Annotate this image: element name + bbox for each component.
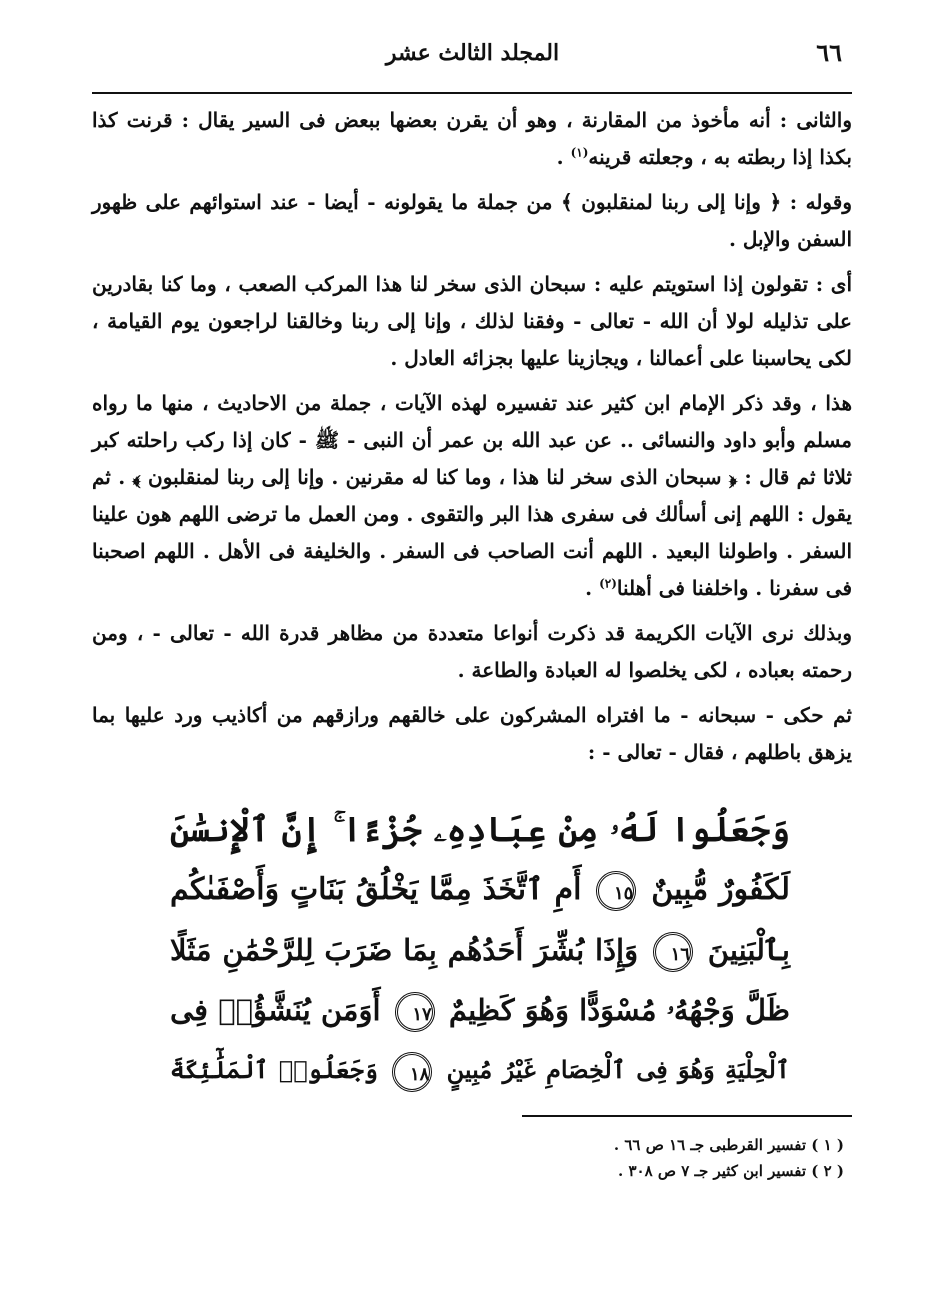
quran-line-4 bbox=[170, 980, 790, 1040]
quran-text: وَجَعَلُوا لَهُۥ مِنْ عِبَادِهِۦ جُزْءًا ۚ إِنَّ ٱلْإِنسَٰنَ bbox=[170, 810, 790, 850]
footnote-ref-1: (١) bbox=[570, 145, 589, 160]
quran-text: وَإِذَا بُشِّرَ أَحَدُهُم بِمَا ضَرَبَ لِلرَّحْمَٰنِ مَثَلًا bbox=[170, 933, 639, 967]
footnotes bbox=[444, 1132, 844, 1184]
quran-text: لَكَفُورٌ مُّبِينٌ bbox=[651, 872, 791, 907]
quran-text: ظَلَّ وَجْهُهُۥ مُسْوَدًّا وَهُوَ كَظِيمٌ bbox=[448, 993, 790, 1027]
footnote-2: ( ٢ ) تفسير ابن كثير جـ ٧ ص ٣٠٨ . bbox=[618, 1162, 844, 1180]
paragraph-4-text: هذا ، وقد ذكر الإمام ابن كثير عند تفسيره لهذه الآيات ، جملة من الاحاديث ، منها ما رواه مسلم وأبو داود والنسائى .. عن عبد الله بن عمر أن النبى - ﷺ - كان إذا ركب راحلته كبر ثلاثا ثم قال : ﴿ سبحان الذى سخر لنا هذا ، وما كنا له مقرنين . وإنا إلى ربنا لمنقلبون ﴾ . ثم يقول : اللهم إنى أسألك فى سفرى هذا البر والتقوى . ومن العمل ما ترضى اللهم هون علينا السفر . واطولنا البعيد . اللهم أنت الصاحب فى السفر . والخليفة فى الأهل . اللهم اصحبنا فى سفرنا . واخلفنا فى أهلنا bbox=[92, 391, 853, 600]
quran-line-1 bbox=[170, 800, 790, 860]
quran-text: وَجَعَلُوا۟ ٱلْمَلَٰٓئِكَةَ bbox=[170, 1055, 378, 1084]
verse-number-marker: ١٥ bbox=[596, 871, 636, 911]
verse-number-marker: ١٨ bbox=[392, 1052, 432, 1092]
paragraph-2: وقوله : ﴿ وإنا إلى ربنا لمنقلبون ﴾ من جملة ما يقولونه - أيضا - عند استوائهم على ظهور السفن والإبل . bbox=[92, 190, 852, 251]
quran-line-5 bbox=[170, 1040, 790, 1100]
body-text bbox=[92, 102, 852, 779]
page-number: ٦٦ bbox=[816, 38, 842, 67]
paragraph-3: أى : تقولون إذا استويتم عليه : سبحان الذى سخر لنا هذا المركب الصعب ، وما كنا بقادرين على تذليله لولا أن الله - تعالى - وفقنا لذلك ، وإنا إلى ربنا وخالقنا لراجعون يوم القيامة ، لكى يحاسبنا على أعمالنا ، ويجازينا عليها بجزائه العادل . bbox=[92, 272, 852, 370]
quran-line-2 bbox=[170, 860, 790, 920]
paragraph-4-tail: . bbox=[585, 576, 600, 600]
footnote-ref-2: (٢) bbox=[599, 576, 617, 591]
header-divider bbox=[92, 92, 852, 94]
paragraph-1-tail: . bbox=[556, 145, 571, 169]
verse-number-marker: ١٦ bbox=[653, 932, 693, 972]
paragraph-5: وبذلك نرى الآيات الكريمة قد ذكرت أنواعا متعددة من مظاهر قدرة الله - تعالى - ، ومن رحمته بعباده ، لكى يخلصوا له العبادة والطاعة . bbox=[92, 621, 852, 682]
quran-verses bbox=[170, 800, 790, 1100]
page-header bbox=[95, 36, 850, 84]
quran-text: أَمِ ٱتَّخَذَ مِمَّا يَخْلُقُ بَنَاتٍ وَأَصْفَىٰكُم bbox=[170, 872, 582, 907]
paragraph-4 bbox=[92, 385, 852, 607]
quran-text: ٱلْحِلْيَةِ وَهُوَ فِى ٱلْخِصَامِ غَيْرُ مُبِينٍ bbox=[446, 1055, 790, 1084]
paragraph-6: ثم حكى - سبحانه - ما افتراه المشركون على خالقهم ورازقهم من أكاذيب ورد عليها بما يزهق باطلهم ، فقال - تعالى - : bbox=[92, 703, 852, 764]
quran-text: أَوَمَن يُنَشَّؤُا۟ فِى bbox=[170, 993, 381, 1027]
quran-line-3 bbox=[170, 920, 790, 980]
paragraph-1-text: والثانى : أنه مأخوذ من المقارنة ، وهو أن يقرن بعضها ببعض فى السير يقال : قرنت كذا بكذا إذا ربطته به ، وجعلته قرينه bbox=[92, 108, 852, 169]
quran-text: بِٱلْبَنِينَ bbox=[707, 933, 790, 967]
verse-number-marker: ١٧ bbox=[395, 992, 435, 1032]
running-title: المجلد الثالث عشر bbox=[385, 40, 560, 66]
paragraph-1 bbox=[92, 102, 852, 176]
footnote-1: ( ١ ) تفسير القرطبى جـ ١٦ ص ٦٦ . bbox=[613, 1136, 844, 1154]
footnote-divider bbox=[522, 1115, 852, 1117]
